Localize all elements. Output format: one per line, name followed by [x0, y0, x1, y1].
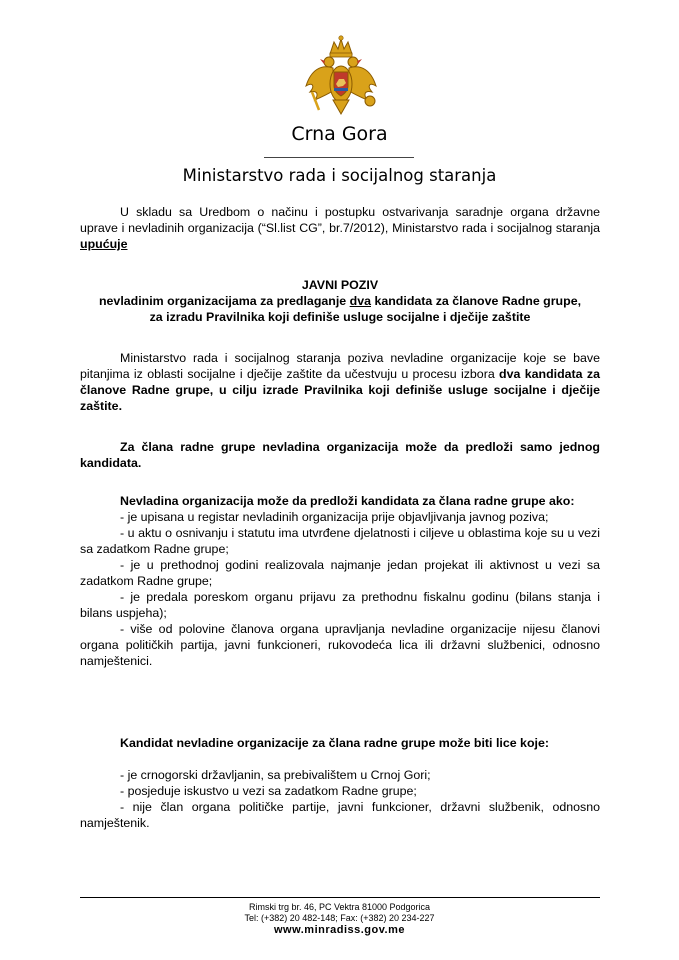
intro-action: upućuje [80, 237, 128, 251]
one-candidate-text: Za člana radne grupe nevladina organizacija može da predloži samo jednog kandidata. [80, 440, 600, 470]
footer-phones: Tel: (+382) 20 482-148; Fax: (+382) 20 234-227 [244, 913, 435, 923]
call-title-line1-b: kandidata za članove Radne grupe, [374, 294, 582, 308]
footer-address: Rimski trg br. 46, PC Vektra 81000 Podgorica [248, 902, 431, 912]
candidate-section [80, 767, 600, 831]
candidate-item: - je crnogorski državljanin, sa prebivalištem u Crnoj Gori; [120, 768, 431, 782]
coat-of-arms-icon [303, 34, 379, 116]
intro-paragraph [80, 204, 600, 252]
footer-website-link[interactable]: www.minradiss.gov.me [273, 924, 406, 936]
conditions-heading: Nevladina organizacija može da predloži kandidata za člana radne grupe ako: [120, 494, 575, 508]
invitation-paragraph [80, 350, 600, 414]
candidate-heading: Kandidat nevladine organizacije za člana radne grupe može biti lice koje: [120, 736, 549, 750]
call-title-line2: za izradu Pravilnika koji definiše usluge socijalne i dječije zaštite [149, 310, 531, 324]
invitation-text: Ministarstvo rada i socijalnog staranja poziva nevladine organizacije koje se bave pitanjima iz oblasti socijalne i dječije zaštite da učestvuju u procesu izbora [80, 351, 600, 381]
country-name: Crna Gora [291, 123, 388, 145]
candidate-item: - posjeduje iskustvo u vezi sa zadatkom Radne grupe; [120, 784, 417, 798]
footer-divider [80, 897, 600, 898]
candidate-item: - nije član organa političke partije, javni funkcioner, državni službenik, odnosno namještenik. [80, 800, 600, 830]
call-title-count: dva [349, 294, 371, 308]
call-heading: JAVNI POZIV [301, 278, 379, 292]
invitation-bold: dva kandidata za članove Radne grupe, u cilju izrade Pravilnika koji definiše usluge socijalne i dječije zaštite. [80, 367, 600, 413]
condition-item: - je u prethodnoj godini realizovala najmanje jedan projekat ili aktivnost u vezi sa zadatkom Radne grupe; [80, 558, 600, 588]
call-title [80, 277, 600, 325]
one-candidate-paragraph [80, 439, 600, 471]
candidate-heading-paragraph [80, 735, 600, 751]
condition-item: - je upisana u registar nevladinih organizacija prije objavljivanja javnog poziva; [120, 510, 549, 524]
intro-text: U skladu sa Uredbom o načinu i postupku ostvarivanja saradnje organa državne uprave i nevladinih organizacija (“Sl.list CG”, br.7/2012), Ministarstvo rada i socijalnog staranja [80, 205, 600, 235]
conditions-section [80, 493, 600, 669]
condition-item: - više od polovine članova organa upravljanja nevladine organizacije nijesu članovi organa političkih partija, javni funkcioneri, rukovodeća lica ili državni službenici, odnosno namještenici. [80, 622, 600, 668]
condition-item: - u aktu o osnivanju i statutu ima utvrđene djelatnosti i ciljeve u oblastima koje su u vezi sa zadatkom Radne grupe; [80, 526, 600, 556]
condition-item: - je predala poreskom organu prijavu za prethodnu fiskalnu godinu (bilans stanja i bilans uspjeha); [80, 590, 600, 620]
call-title-line1-a: nevladinim organizacijama za predlaganje [98, 294, 347, 308]
header-divider [264, 157, 414, 158]
ministry-name: Ministarstvo rada i socijalnog staranja [182, 166, 497, 185]
